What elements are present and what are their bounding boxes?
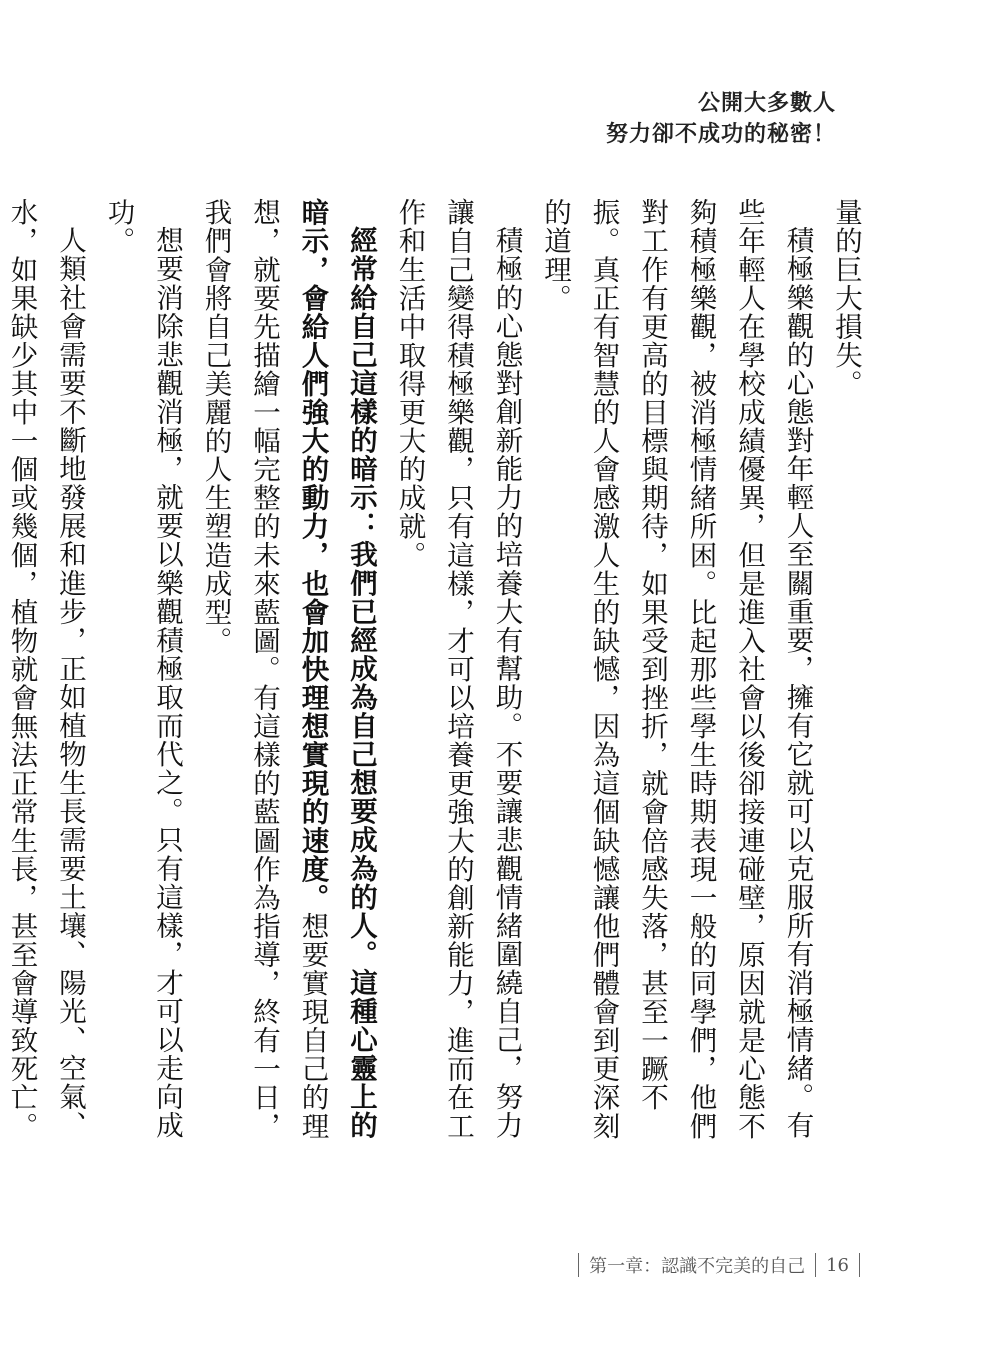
header-title-line2: 努力卻不成功的秘密！ <box>605 122 836 147</box>
paragraph-innovation: 積極的心態對創新能力的培養大有幫助。不要讓悲觀情緒圍繞自己，努力讓自己變得積極樂觀，只有這樣，才可以培養更強大的創新能力，進而在工作和生活中取得更大的成就。 <box>393 198 523 1141</box>
header-title-line1: 公開大多數人 <box>697 91 836 116</box>
paragraph-eliminate-pessimism: 想要消除悲觀消極，就要以樂觀積極取而代之。只有這樣，才可以走向成功。 <box>102 198 183 1140</box>
paragraph-human-society: 人類社會需要不斷地發展和進步，正如植物生長需要土壤、陽光、空氣、水，如果缺少其中一個或幾個，植物就會無法正常生長，甚至會導致死亡。 <box>5 198 86 1141</box>
paragraph-positive-mindset: 積極樂觀的心態對年輕人至關重要，擁有它就可以克服所有消極情緒。有些年輕人在學校成績優異，但是進入社會以後卻接連碰壁，原因就是心態不夠積極樂觀，被消極情緒所困。比起那些學生時期表現一般的同學們，他們對工作有更高的目標與期待，如果受到挫折，就會倍感失落，甚至一蹶不振。真正有智慧的人會感激人生的缺憾，因為這個缺憾讓他們體會到更深刻的道理。 <box>539 198 814 1141</box>
paragraph-self-suggestion <box>191 198 385 1158</box>
page-footer <box>568 1250 870 1280</box>
paragraph-continuation: 量的巨大損失。 <box>830 198 862 398</box>
bold-emphasis-text: 經常給自己這樣的暗示：我們已經成為自己想要成為的人。這種心靈上的暗示，會給人們強大的動力，也會加快理想實現的速度。 <box>296 198 377 1140</box>
footer-chapter-title: 第一章：認識不完美的自己 <box>589 1256 806 1277</box>
footer-divider-middle <box>815 1253 816 1277</box>
footer-divider-right <box>859 1253 860 1277</box>
footer-page-number: 16 <box>826 1254 849 1276</box>
footer-divider-left <box>578 1253 579 1277</box>
vertical-body-text <box>0 198 870 1158</box>
paragraph-self-suggestion-rest: 想要實現自己的理想，就要先描繪一幅完整的未來藍圖。有這樣的藍圖作為指導，終有一日，我們會將自己美麗的人生塑造成型。 <box>199 198 329 1141</box>
running-header-title <box>606 88 836 150</box>
